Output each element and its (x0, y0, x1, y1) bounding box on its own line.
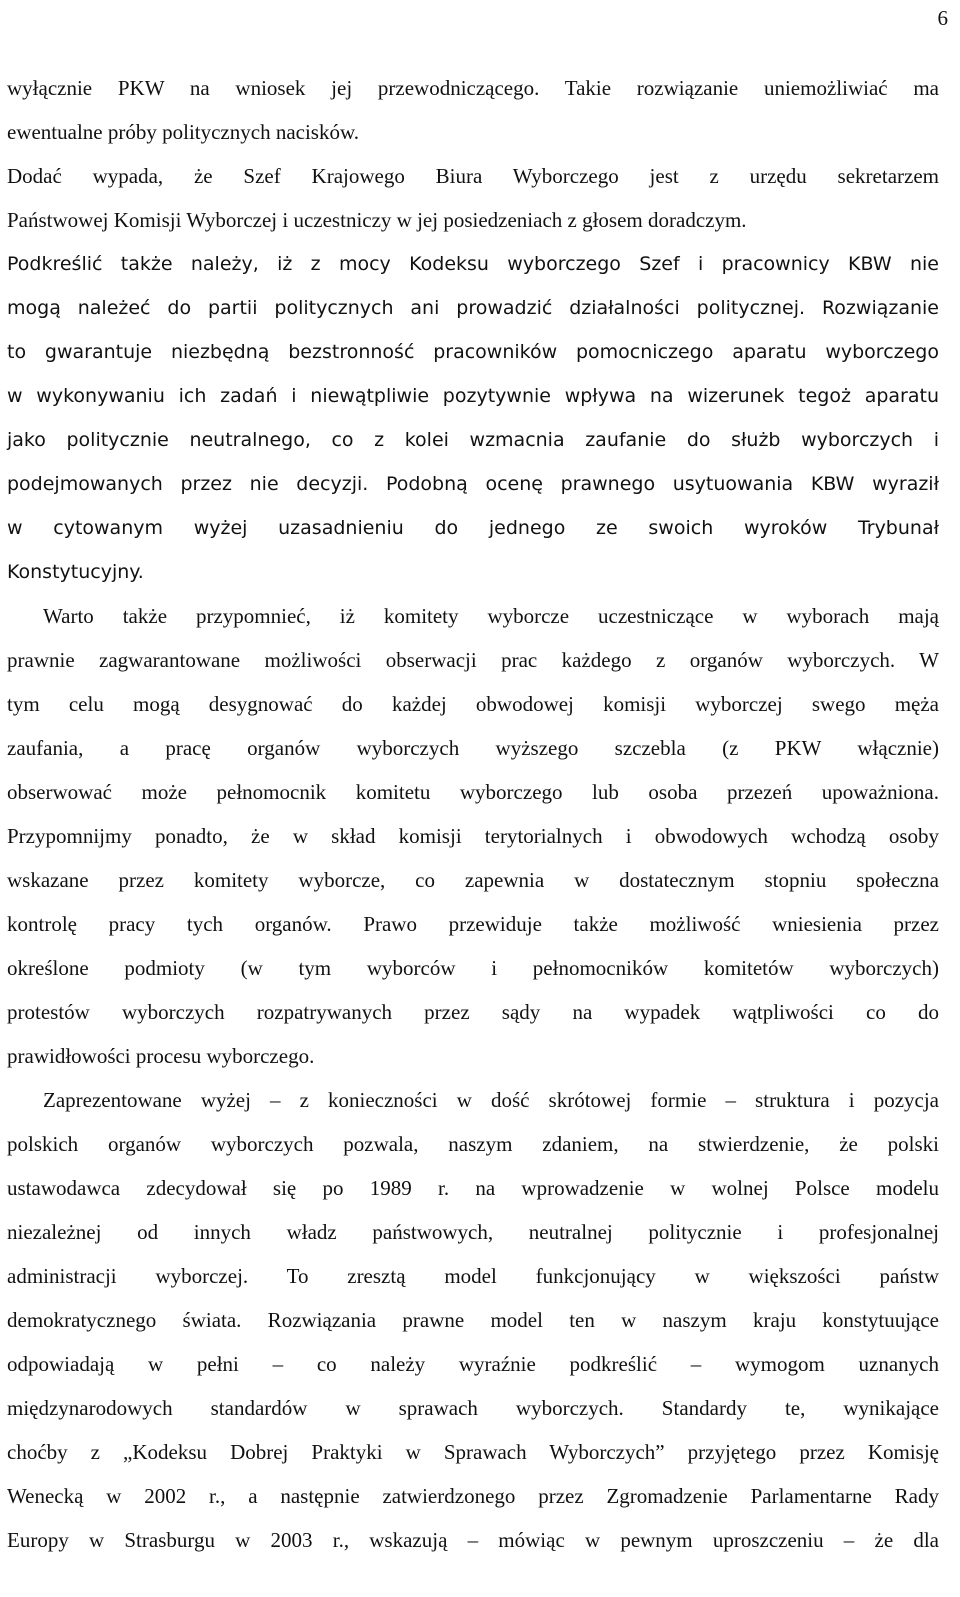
text-line: prawnie zagwarantowane możliwości obserwacji prac każdego z organów wyborczych. W (7, 648, 939, 672)
text-line: to gwarantuje niezbędną bezstronność pracowników pomocniczego aparatu wyborczego (7, 341, 939, 363)
text-line: jako politycznie neutralnego, co z kolei wzmacnia zaufanie do służb wyborczych i (7, 429, 939, 451)
text-line: Warto także przypomnieć, iż komitety wyborcze uczestniczące w wyborach mają (43, 604, 939, 628)
text-line: administracji wyborczej. To zresztą model funkcjonujący w większości państw (7, 1264, 939, 1288)
text-line: Wenecką w 2002 r., a następnie zatwierdzonego przez Zgromadzenie Parlamentarne Rady (7, 1484, 939, 1508)
text-line: ewentualne próby politycznych nacisków. (7, 120, 360, 144)
text-line: Zaprezentowane wyżej – z konieczności w dość skrótowej formie – struktura i pozycja (43, 1088, 939, 1112)
page-number: 6 (937, 6, 948, 30)
text-line: ustawodawca zdecydował się po 1989 r. na wprowadzenie w wolnej Polsce modelu (7, 1176, 939, 1200)
text-line: w cytowanym wyżej uzasadnieniu do jednego ze swoich wyroków Trybunał (7, 517, 939, 539)
text-line: odpowiadają w pełni – co należy wyraźnie podkreślić – wymogom uznanych (7, 1352, 939, 1376)
text-line: Podkreślić także należy, iż z mocy Kodeksu wyborczego Szef i pracownicy KBW nie (7, 253, 939, 275)
text-line: tym celu mogą desygnować do każdej obwodowej komisji wyborczej swego męża (7, 692, 939, 716)
text-line: choćby z „Kodeksu Dobrej Praktyki w Sprawach Wyborczych” przyjętego przez Komisję (7, 1440, 939, 1464)
text-line: polskich organów wyborczych pozwala, naszym zdaniem, na stwierdzenie, że polski (7, 1132, 939, 1156)
text-line: mogą należeć do partii politycznych ani prowadzić działalności politycznej. Rozwiązanie (7, 297, 939, 319)
text-line: określone podmioty (w tym wyborców i pełnomocników komitetów wyborczych) (7, 956, 939, 980)
text-line: Europy w Strasburgu w 2003 r., wskazują – mówiąc w pewnym uproszczeniu – że dla (7, 1528, 939, 1552)
text-line: Konstytucyjny. (7, 561, 144, 583)
text-line: demokratycznego świata. Rozwiązania prawne model ten w naszym kraju konstytuujące (7, 1308, 939, 1332)
text-line: Państwowej Komisji Wyborczej i uczestniczy w jej posiedzeniach z głosem doradczym. (7, 208, 747, 232)
text-line: kontrolę pracy tych organów. Prawo przewiduje także możliwość wniesienia przez (7, 912, 939, 936)
text-line: wskazane przez komitety wyborcze, co zapewnia w dostatecznym stopniu społeczna (7, 868, 939, 892)
text-line: Dodać wypada, że Szef Krajowego Biura Wyborczego jest z urzędu sekretarzem (7, 164, 939, 188)
text-line: zaufania, a pracę organów wyborczych wyższego szczebla (z PKW włącznie) (7, 736, 939, 760)
text-line: podejmowanych przez nie decyzji. Podobną ocenę prawnego usytuowania KBW wyraził (7, 473, 939, 495)
text-line: międzynarodowych standardów w sprawach wyborczych. Standardy te, wynikające (7, 1396, 939, 1420)
text-line: w wykonywaniu ich zadań i niewątpliwie pozytywnie wpływa na wizerunek tegoż aparatu (7, 385, 939, 407)
text-line: protestów wyborczych rozpatrywanych przez sądy na wypadek wątpliwości co do (7, 1000, 939, 1024)
document-body (7, 72, 939, 1568)
text-line: prawidłowości procesu wyborczego. (7, 1044, 315, 1068)
text-line: Przypomnijmy ponadto, że w skład komisji terytorialnych i obwodowych wchodzą osoby (7, 824, 939, 848)
text-line: obserwować może pełnomocnik komitetu wyborczego lub osoba przezeń upoważniona. (7, 780, 939, 804)
text-line: niezależnej od innych władz państwowych, neutralnej politycznie i profesjonalnej (7, 1220, 939, 1244)
text-line: wyłącznie PKW na wniosek jej przewodniczącego. Takie rozwiązanie uniemożliwiać ma (7, 76, 939, 100)
